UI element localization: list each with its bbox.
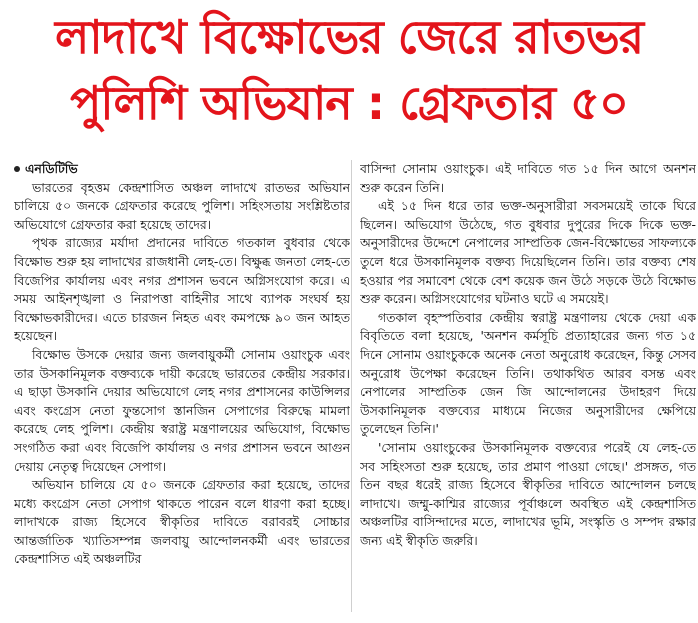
- article-column-right: [360, 160, 696, 615]
- paragraph: বাসিন্দা সোনাম ওয়াংচুক। এই দাবিতে গত ১৫ দিন আগে অনশন শুরু করেন তিনি।: [360, 161, 696, 195]
- headline-line-2: পুলিশি অভিযান : গ্রেফতার ৫০: [70, 76, 628, 130]
- paragraph: ভারতের বৃহত্তম কেন্দ্রশাসিত অঞ্চল লাদাখে রাতভর অভিযান চালিয়ে ৫০ জনকে গ্রেফতার করেছে পুলিশ। সহিংসতায় সংশ্লিষ্টতার অভিযোগে গ্রেফতার করা হয়েছে তাদের।: [14, 179, 350, 232]
- headline-line-1: লাদাখে বিক্ষোভের জেরে রাতভর: [54, 10, 644, 64]
- paragraph: 'সোনাম ওয়াংচুকের উসকানিমূলক বক্তব্যের পরেই যে লেহ-তে সব সহিংসতা শুরু হয়েছে, তার প্রমাণ পাওয়া গেছে।' প্রসঙ্গত, গত তিন বছর ধরেই রাজ্য হিসেবে স্বীকৃতির দাবিতে আন্দোলন চলছে লাদাখে। জম্মু-কাশ্মির রাজ্যের পূর্বাঞ্চলে অবস্থিত এই কেন্দ্রশাসিত অঞ্চলটির বাসিন্দাদের মতে, লাদাখের ভূমি, সংস্কৃতি ও সম্পদ রক্ষার জন্য এই স্বীকৃতি জরুরি।: [360, 439, 696, 548]
- article-column-left: [14, 160, 350, 615]
- bullet-icon: [14, 166, 20, 172]
- paragraph: বিক্ষোভ উসকে দেয়ার জন্য জলবায়ুকর্মী সোনাম ওয়াংচুক এবং তার উসকানিমূলক বক্তব্যকে দায়ী করেছে ভারতের কেন্দ্রীয় সরকার। এ ছাড়া উসকানি দেয়ার অভিযোগে লেহ নগর প্রশাসনের কাউন্সিলর এবং কংগ্রেস নেতা ফুন্তসোগ স্তানজিন সেপাগের বিরুদ্ধে মামলা করেছে লেহ পুলিশ। কেন্দ্রীয় স্বরাষ্ট্র মন্ত্রণালয়ের অভিযোগ, বিক্ষোভ সংগঠিত করা এবং বিজেপি কার্যালয় ও নগর প্রশাসন ভবনে আগুন দেয়ায় নেতৃত্ব দিয়েছেন সেপাগ।: [14, 346, 350, 474]
- paragraph: পৃথক রাজ্যের মর্যাদা প্রদানের দাবিতে গতকাল বুধবার থেকে বিক্ষোভ শুরু হয় লাদাখের রাজধানী লেহ-তে। বিক্ষুব্ধ জনতা লেহ-তে বিজেপির কার্যালয় এবং নগর প্রশাসন ভবনে অগ্নিসংযোগ করে। এ সময় আইনশৃঙ্খলা ও নিরাপত্তা বাহিনীর সাথে ব্যাপক সংঘর্ষ হয় বিক্ষোভকারীদের। এতে চারজন নিহত এবং কমপক্ষে ৯০ জন আহত হয়েছেন।: [14, 235, 350, 344]
- byline-text: এনডিটিভি: [25, 161, 78, 176]
- headline: [0, 4, 698, 136]
- column-divider: [351, 160, 352, 612]
- paragraph: গতকাল বৃহস্পতিবার কেন্দ্রীয় স্বরাষ্ট্র মন্ত্রণালয় থেকে দেয়া এক বিবৃতিতে বলা হয়েছে, 'অনশন কর্মসূচি প্রত্যাহারের জন্য গত ১৫ দিনে সোনাম ওয়াংচুককে অনেক নেতা অনুরোধ করেছেন, কিন্তু সেসব অনুরোধ উপেক্ষা করেছেন তিনি। তথাকথিত আরব বসন্ত এবং নেপালের সাম্প্রতিক জেন জি আন্দোলনের উদাহরণ দিয়ে উসকানিমূলক বক্তব্যের মাধ্যমে নিজের অনুসারীদের ক্ষেপিয়ে তুলেছেন তিনি।': [360, 309, 696, 437]
- paragraph: অভিযান চালিয়ে যে ৫০ জনকে গ্রেফতার করা হয়েছে, তাদের মধ্যে কংগ্রেস নেতা সেপাগ থাকতে পারেন বলে ধারণা করা হচ্ছে। লাদাখকে রাজ্য হিসেবে স্বীকৃতির দাবিতে বরাবরই সোচ্চার আন্তর্জাতিক খ্যাতিসম্পন্ন জলবায়ু আন্দোলনকর্মী এবং ভারতের কেন্দ্রশাসিত এই অঞ্চলটির: [14, 477, 350, 567]
- paragraph: এই ১৫ দিন ধরে তার ভক্ত-অনুসারীরা সবসময়েই তাকে ঘিরে ছিলেন। অভিযোগ উঠেছে, গত বুধবার দুপুরের দিকে দিকে ভক্ত-অনুসারীদের উদ্দেশে নেপালের সাম্প্রতিক জেন-বিক্ষোভের সাফল্যকে তুলে ধরে উসকানিমূলক বক্তব্য দিয়েছিলেন তিনি। তার বক্তব্য শেষ হওয়ার পর সমাবেশ থেকে বেশ কয়েক জন উঠে সড়কে উঠে বিক্ষোভ শুরু করেন। অগ্নিসংযোগের ঘটনাও ঘটে এ সময়েই।: [360, 198, 696, 307]
- byline: [14, 160, 350, 179]
